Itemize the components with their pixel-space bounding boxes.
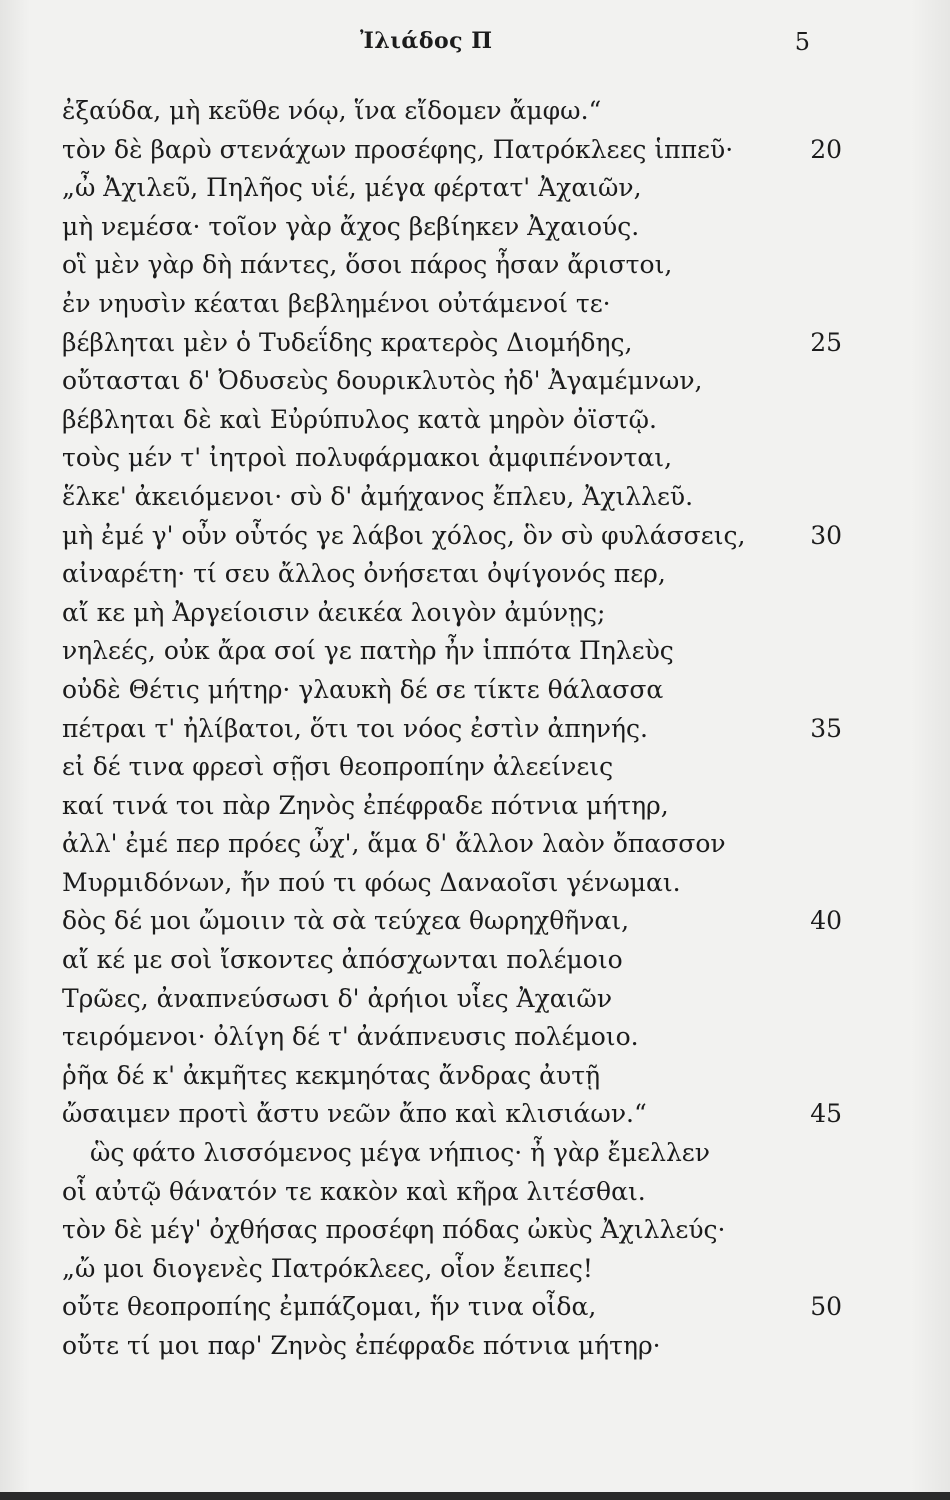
verse-text: μὴ νεμέσα· τοῖον γὰρ ἄχος βεβίηκεν Ἀχαιούς. [62,211,640,241]
verse-text: ὣς φάτο λισσόμενος μέγα νήπιος· ἦ γὰρ ἔμελλεν [90,1138,710,1168]
verse-text: ῥῆα δέ κ' ἀκμῆτες κεκμηότας ἄνδρας ἀυτῇ [62,1060,601,1090]
verse-line [62,632,842,671]
verse-text: ἐξαύδα, μὴ κεῦθε νόῳ, ἵνα εἴδομεν ἄμφω.“ [62,96,602,125]
verse-text: τειρόμενοι· ὀλίγη δέ τ' ἀνάπνευσις πολέμοιο. [62,1022,639,1052]
verse-text: νηλεές, οὐκ ἄρα σοί γε πατὴρ ἦν ἱππότα Πηλεὺς [62,636,674,666]
verse-text: πέτραι τ' ἠλίβατοι, ὅτι τοι νόος ἐστὶν ἀπηνής. [62,713,648,743]
verse-text: τὸν δὲ βαρὺ στενάχων προσέφης, Πατρόκλεες ἱππεῦ· [62,134,734,164]
verse-line [62,401,842,440]
verse-line [62,1134,842,1173]
verse-line [62,1057,842,1096]
verse-line [62,92,842,131]
verse-line [62,478,842,517]
line-number: 20 [810,134,842,164]
verse-lines [62,92,842,1366]
running-head: Ἰλιάδος Π [360,28,493,54]
verse-text: τὸν δὲ μέγ' ὀχθήσας προσέφη πόδας ὠκὺς Ἀχιλλεύς· [62,1215,726,1245]
verse-line [62,671,842,710]
verse-text: οὔτε θεοπροπίης ἐμπάζομαι, ἥν τινα οἶδα, [62,1292,597,1322]
verse-line [62,902,842,941]
verse-text: ἐν νηυσὶν κέαται βεβλημένοι οὐτάμενοί τε· [62,288,611,318]
verse-line [62,787,842,826]
verse-line [62,439,842,478]
verse-text: οἷ αὐτῷ θάνατόν τε κακὸν καὶ κῆρα λιτέσθαι. [62,1176,646,1206]
verse-line [62,594,842,633]
verse-line [62,1211,842,1250]
verse-line [62,362,842,401]
line-number: 50 [810,1292,842,1322]
bottom-edge [0,1492,950,1500]
verse-text: ἕλκε' ἀκειόμενοι· σὺ δ' ἀμήχανος ἔπλευ, Ἀχιλλεῦ. [62,481,694,511]
verse-line [62,1018,842,1057]
verse-text: δὸς δέ μοι ὤμοιιν τὰ σὰ τεύχεα θωρηχθῆναι, [62,906,630,936]
verse-text: αἴ κέ με σοὶ ἴσκοντες ἀπόσχωνται πολέμοιο [62,945,623,975]
verse-text: „ὦ Ἀχιλεῦ, Πηλῆος υἱέ, μέγα φέρτατ' Ἀχαιῶν, [62,173,642,203]
verse-line [62,285,842,324]
verse-line [62,710,842,749]
verse-text: αἰναρέτη· τί σευ ἄλλος ὀνήσεται ὀψίγονός περ, [62,559,666,589]
verse-line [62,208,842,247]
page-number: 5 [794,28,810,56]
verse-line [62,1173,842,1212]
verse-line [62,246,842,285]
verse-line [62,1095,842,1134]
verse-line [62,825,842,864]
verse-text: εἰ δέ τινα φρεσὶ σῇσι θεοπροπίην ἀλεείνεις [62,752,614,782]
verse-text: οὐδὲ Θέτις μήτηρ· γλαυκὴ δέ σε τίκτε θάλασσα [62,674,664,704]
verse-text: τοὺς μέν τ' ἰητροὶ πολυφάρμακοι ἀμφιπένονται, [62,443,673,473]
verse-line [62,748,842,787]
verse-line [62,941,842,980]
verse-text: αἴ κε μὴ Ἀργείοισιν ἀεικέα λοιγὸν ἀμύνῃς; [62,597,606,627]
verse-text: οὔτασται δ' Ὀδυσεὺς δουρικλυτὸς ἠδ' Ἀγαμέμνων, [62,366,703,396]
verse-text: ἀλλ' ἐμέ περ πρόες ὦχ', ἅμα δ' ἄλλον λαὸν ὄπασσον [62,829,726,859]
verse-text: καί τινά τοι πὰρ Ζηνὸς ἐπέφραδε πότνια μήτηρ, [62,790,669,820]
line-number: 45 [810,1099,842,1129]
verse-text: βέβληται μὲν ὁ Τυδεΐδης κρατερὸς Διομήδης, [62,327,633,357]
verse-line [62,324,842,363]
verse-text: οἳ μὲν γὰρ δὴ πάντες, ὅσοι πάρος ἦσαν ἄριστοι, [62,250,673,280]
verse-text: Τρῶες, ἀναπνεύσωσι δ' ἀρήιοι υἷες Ἀχαιῶν [62,983,613,1013]
verse-text: μὴ ἐμέ γ' οὖν οὗτός γε λάβοι χόλος, ὃν σὺ φυλάσσεις, [62,520,746,550]
verse-text: οὔτε τί μοι παρ' Ζηνὸς ἐπέφραδε πότνια μήτηρ· [62,1331,661,1360]
verse-line [62,517,842,556]
verse-text: βέβληται δὲ καὶ Εὐρύπυλος κατὰ μηρὸν ὀϊστῷ. [62,404,657,434]
line-number: 40 [810,906,842,936]
verse-text: Μυρμιδόνων, ἤν πού τι φόως Δαναοῖσι γένωμαι. [62,867,681,897]
verse-line [62,864,842,903]
verse-text: ὤσαιμεν προτὶ ἄστυ νεῶν ἄπο καὶ κλισιάων.“ [62,1099,647,1129]
verse-line [62,1250,842,1289]
verse-line [62,980,842,1019]
line-number: 35 [810,713,842,743]
verse-line [62,555,842,594]
verse-line [62,1327,842,1366]
line-number: 25 [810,327,842,357]
line-number: 30 [810,520,842,550]
verse-line [62,1288,842,1327]
verse-line [62,131,842,170]
verse-line [62,169,842,208]
verse-text: „ὤ μοι διογενὲς Πατρόκλεες, οἷον ἔειπες! [62,1253,593,1283]
